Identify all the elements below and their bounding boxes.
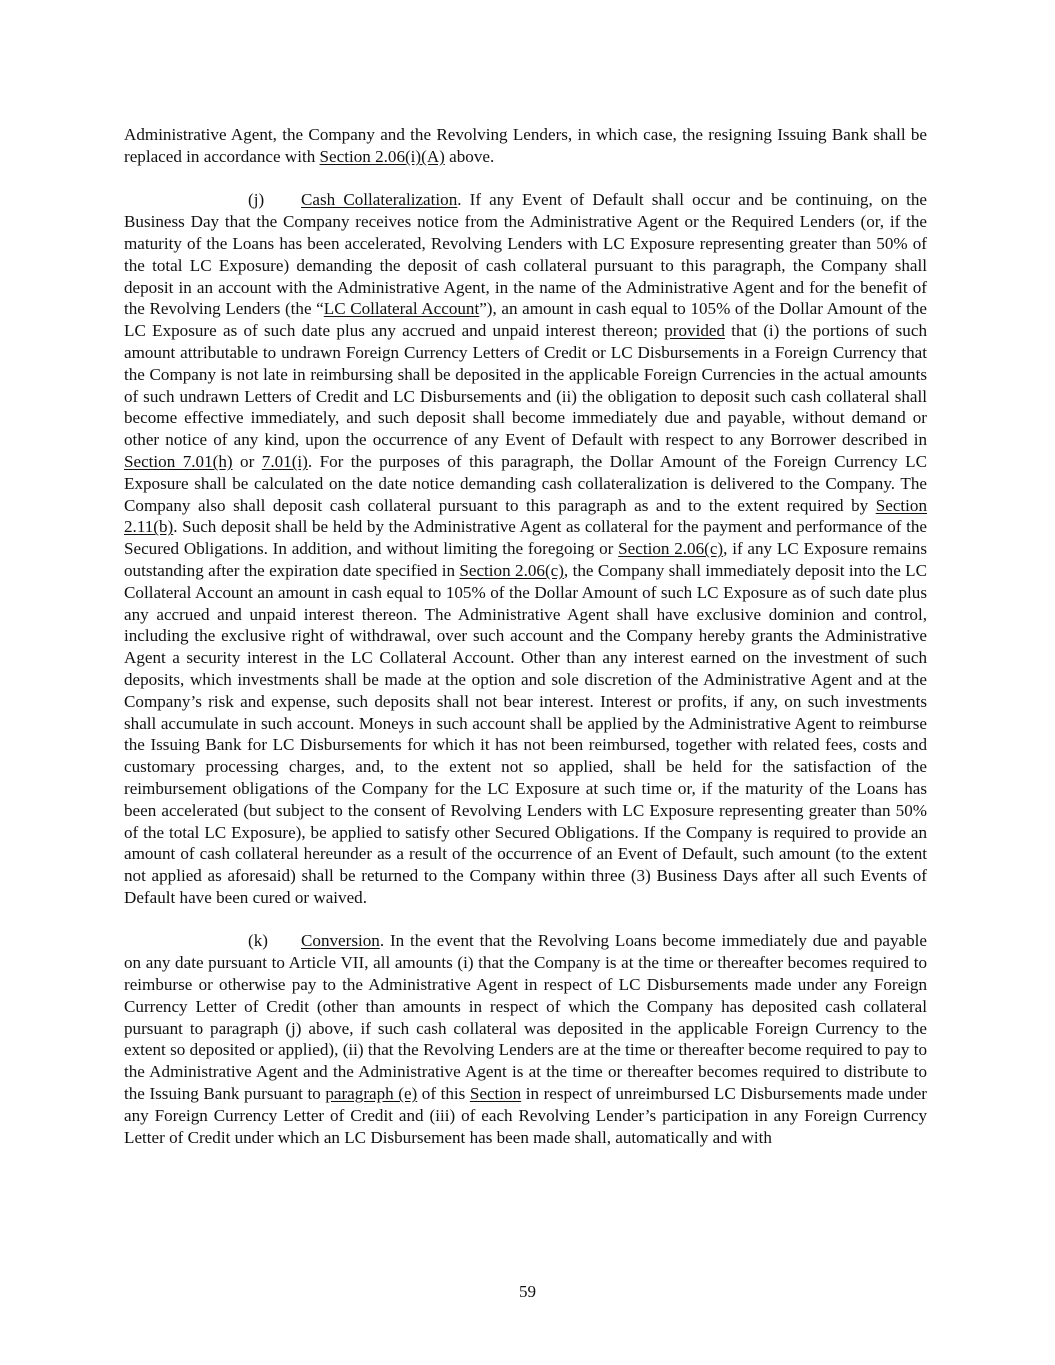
paragraph-j-cash-collateralization [124,189,927,908]
text: , the Company shall immediately deposit into the LC Collateral Account an amount in cash equal to 105% of the Dollar Amount of such LC Exposure as of such date plus any accrued and unpaid interest thereon. The Administrative Agent shall have exclusive dominion and control, including the exclusive right of withdrawal, over such account and the Company hereby grants the Administrative Agent a security interest in the LC Collateral Account. Other than any interest earned on the investment of such deposits, which investments shall be made at the option and sole discretion of the Administrative Agent and at the Company’s risk and expense, such deposits shall not bear interest. Interest or profits, if any, on such investments shall accumulate in such account. Moneys in such account shall be applied by the Administrative Agent to reimburse the Issuing Bank for LC Disbursements for which it has not been reimbursed, together with related fees, costs and customary processing charges, and, to the extent not so applied, shall be held for the satisfaction of the reimbursement obligations of the Company for the LC Exposure at such time or, if the maturity of the Loans has been accelerated (but subject to the consent of Revolving Lenders with LC Exposure representing greater than 50% of the total LC Exposure), be applied to satisfy other Secured Obligations. If the Company is required to provide an amount of cash collateral hereunder as a result of the occurrence of an Event of Default, such amount (to the extent not applied as aforesaid) shall be returned to the Company within three (3) Business Days after all such Events of Default have been cured or waived. [124,560,927,907]
text: , if any LC Exposure remains outstanding after the expiration date specified in [124,539,927,580]
paragraph-marker: (k) [248,931,268,951]
text: . For the purposes of this paragraph, the Dollar Amount of the Foreign Currency LC Exposure shall be calculated on the date notice demanding cash collateralization is delivered to the Company. The Company also shall deposit cash collateral pursuant to this paragraph as and to the extent required by [124,451,927,515]
section-heading: Cash Collateralization [301,190,458,210]
text: above. [444,146,495,166]
cross-reference: Section 2.06(c) [618,539,724,559]
paragraph-k-conversion [124,930,927,1148]
text: ”), an amount in cash equal to 105% of the Dollar Amount of the LC Exposure as of such date plus any accrued and unpaid interest thereon; [124,299,927,341]
proviso: provided [664,321,726,341]
cross-reference: paragraph (e) [325,1084,418,1104]
defined-term: LC Collateral Account [323,299,480,319]
section-heading: Conversion [301,931,380,951]
text: or [232,451,262,471]
text: of this [417,1084,470,1104]
page-number: 59 [518,1282,537,1301]
text: in respect of unreimbursed LC Disbursements made under any Foreign Currency Letter of Credit and (iii) of each Revolving Lender’s participation in any Foreign Currency Letter of Credit under which an LC Disbursement has been made shall, automatically and with [124,1084,927,1147]
paragraph-marker: (j) [248,190,265,210]
paragraph-continuation [124,124,927,168]
cross-reference: Section 2.11(b) [124,495,927,537]
text: . Such deposit shall be held by the Administrative Agent as collateral for the payment and performance of the Secured Obligations. In addition, and without limiting the foregoing or [124,517,927,559]
cross-reference: 7.01(i) [261,451,308,471]
text: . In the event that the Revolving Loans become immediately due and payable on any date pursuant to Article VII, all amounts (i) that the Company is at the time or thereafter becomes required to reimburse or otherwise pay to the Administrative Agent in respect of LC Disbursements made under any Foreign Currency Letter of Credit (other than amounts in respect of which the Company has deposited cash collateral pursuant to paragraph (j) above, if such cash collateral was deposited in the applicable Foreign Currency to the extent so deposited or applied), (ii) that the Revolving Lenders are at the time or thereafter become required to pay to the Administrative Agent and the Administrative Agent is at the time or thereafter becomes required to distribute to the Issuing Bank pursuant to [124,931,927,1104]
text: Administrative Agent, the Company and the Revolving Lenders, in which case, the resigning Issuing Bank shall be replaced in accordance with [124,125,927,166]
text: that (i) the portions of such amount attributable to undrawn Foreign Currency Letters of Credit or LC Disbursements in a Foreign Currency that the Company is not late in reimbursing shall be deposited in the applicable Foreign Currencies in the actual amounts of such undrawn Letters of Credit and LC Disbursements and (ii) the obligation to deposit such cash collateral shall become effective immediately, and such deposit shall become immediately due and payable, without demand or other notice of any kind, upon the occurrence of any Event of Default with respect to any Borrower described in [124,321,927,450]
cross-reference: Section 7.01(h) [124,451,233,471]
text: . If any Event of Default shall occur and be continuing, on the Business Day that the Company receives notice from the Administrative Agent or the Required Lenders (or, if the maturity of the Loans has been accelerated, Revolving Lenders with LC Exposure representing greater than 50% of the total LC Exposure) demanding the deposit of cash collateral pursuant to this paragraph, the Company shall deposit in an account with the Administrative Agent, in the name of the Administrative Agent and for the benefit of the Revolving Lenders (the “ [124,190,928,319]
cross-reference: Section 2.06(i)(A) [319,146,445,166]
document-page [124,124,927,1148]
cross-reference: Section [469,1084,522,1104]
cross-reference: Section 2.06(c) [459,560,564,580]
